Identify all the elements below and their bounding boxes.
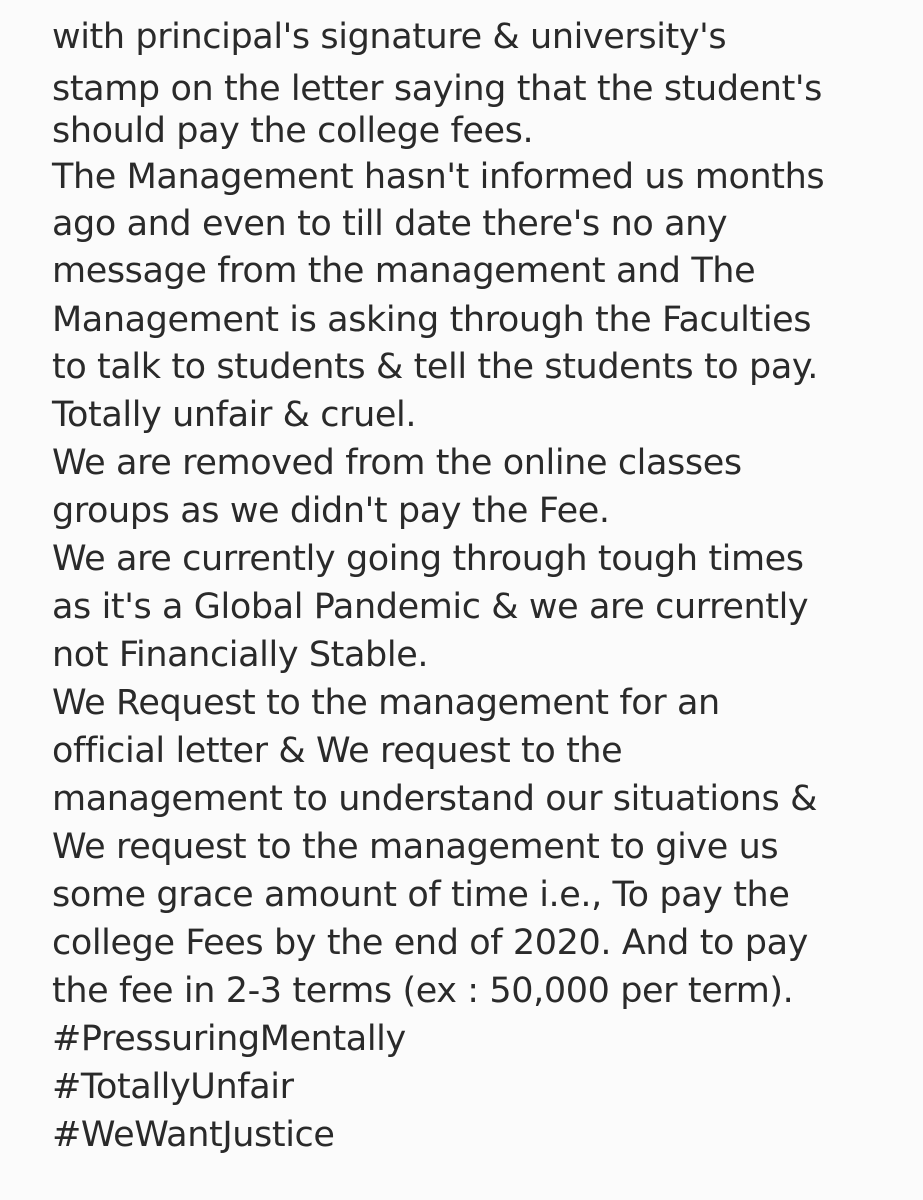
post-text-line: The Management hasn't informed us months bbox=[52, 157, 825, 197]
post-text-line: We request to the management to give us bbox=[52, 827, 779, 867]
hashtag-totally-unfair[interactable]: #TotallyUnfair bbox=[52, 1067, 294, 1107]
post-text-line: as it's a Global Pandemic & we are currently bbox=[52, 587, 809, 627]
post-text-line: ago and even to till date there's no any bbox=[52, 204, 728, 244]
post-text-line: stamp on the letter saying that the student's bbox=[52, 69, 822, 109]
post-text-line: We are currently going through tough times bbox=[52, 539, 804, 579]
post-text-line: should pay the college fees. bbox=[52, 111, 534, 151]
post-text-line: We Request to the management for an bbox=[52, 683, 720, 723]
post-text-line: official letter & We request to the bbox=[52, 731, 623, 771]
hashtag-pressuring-mentally[interactable]: #PressuringMentally bbox=[52, 1019, 406, 1059]
post-text-line: with principal's signature & university's bbox=[52, 17, 727, 57]
post-text-line: the fee in 2-3 terms (ex : 50,000 per term). bbox=[52, 971, 794, 1011]
hashtag-we-want-justice[interactable]: #WeWantJustice bbox=[52, 1115, 335, 1155]
post-text-line: groups as we didn't pay the Fee. bbox=[52, 491, 610, 531]
post-text-line: Totally unfair & cruel. bbox=[52, 395, 417, 435]
post-text-line: some grace amount of time i.e., To pay the bbox=[52, 875, 790, 915]
post-text-line: to talk to students & tell the students to pay. bbox=[52, 347, 818, 387]
post-text-line: We are removed from the online classes bbox=[52, 443, 742, 483]
post-text-line: college Fees by the end of 2020. And to pay bbox=[52, 923, 808, 963]
post-text-line: message from the management and The bbox=[52, 251, 756, 291]
post-text-line: management to understand our situations & bbox=[52, 779, 817, 819]
post-text-line: not Financially Stable. bbox=[52, 635, 429, 675]
post-text-line: Management is asking through the Faculties bbox=[52, 300, 812, 340]
